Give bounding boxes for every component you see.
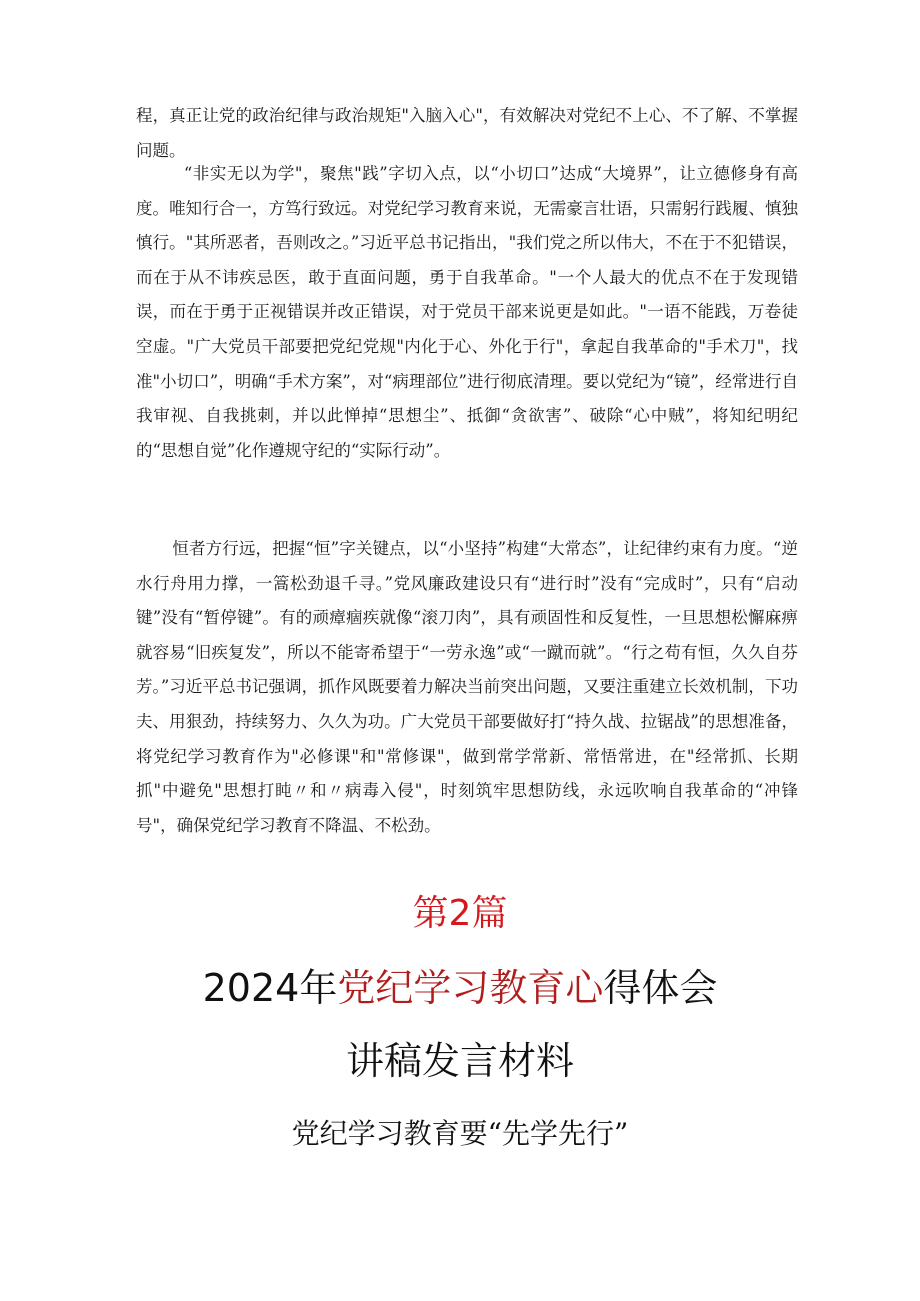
document-subtitle: 党纪学习教育要“先学先行”	[291, 1117, 629, 1150]
paragraph-practice: “非实无以为学"，聚焦"践”字切入点，以“小切口”达成“大境界”，让立德修身有高度。唯知行合一，方笃行致远。对党纪学习教育来说，无需豪言壮语，只需躬行践履、慎独慎行。"其所恶者，吾则改之。”习近平总书记指出，"我们党之所以伟大，不在于不犯错误，而在于从不讳疾忌医，敢于直面问题，勇于自我革命。"一个人最大的优点不在于发现错误，而在于勇于正视错误并改正错误，对于党员干部来说更是如此。"一语不能践，万卷徒空虚。"广大党员干部要把党纪党规"内化于心、外化于行"，拿起自我革命的"手术刀"，找准"小切口”，明确“手术方案”，对“病理部位”进行彻底清理。要以党纪为“镜”，经常进行自我审视、自我挑刺，并以此惮掉“思想尘”、抵御“贪欲害”、破除“心中贼”，将知纪明纪的“思想自觉”化作遵规守纪的“实际行动”。	[136, 164, 798, 460]
title-suffix: 得体会	[603, 966, 718, 1010]
section-label: 第2篇	[412, 893, 508, 934]
title-highlight: 党纪学习教育心	[337, 966, 604, 1010]
paragraph-perseverance: 恒者方行远，把握“恒”字关键点，以“小坚持”构建“大常态”，让纪律约束有力度。“逆水行舟用力撑，一篙松劲退千寻。”党风廉政建设只有“进行时”没有“完成时”，只有“启动键”没有“暂停键”。有的顽瘴痼疾就像“滚刀肉”，具有顽固性和反复性，一旦思想松懈麻痹就容易“旧疾复发”，所以不能寄希望于“一劳永逸”或“一蹴而就”。“行之苟有恒，久久自芬芳。”习近平总书记强调，抓作风既要着力解决当前突出问题，又要注重建立长效机制，下功夫、用狠劲，持续努力、久久为功。广大党员干部要做好打“持久战、拉锯战”的思想准备，将党纪学习教育作为"必修课"和"常修课"，做到常学常新、常悟常进，在"经常抓、长期抓"中避免"思想打盹〃和〃病毒入侵"，时刻筑牢思想防线，永远吹响自我革命的“冲锋号"，确保党纪学习教育不降温、不松劲。	[136, 539, 798, 835]
document-title-line-1	[0, 961, 920, 1015]
document-title-line-2: 讲稿发言材料	[345, 1039, 574, 1083]
title-year: 2024年	[202, 966, 338, 1010]
paragraph-continuation: 程，真正让党的政治纪律与政治规矩"入脑入心"，有效解决对党纪不上心、不了解、不掌握问题。	[136, 106, 798, 160]
